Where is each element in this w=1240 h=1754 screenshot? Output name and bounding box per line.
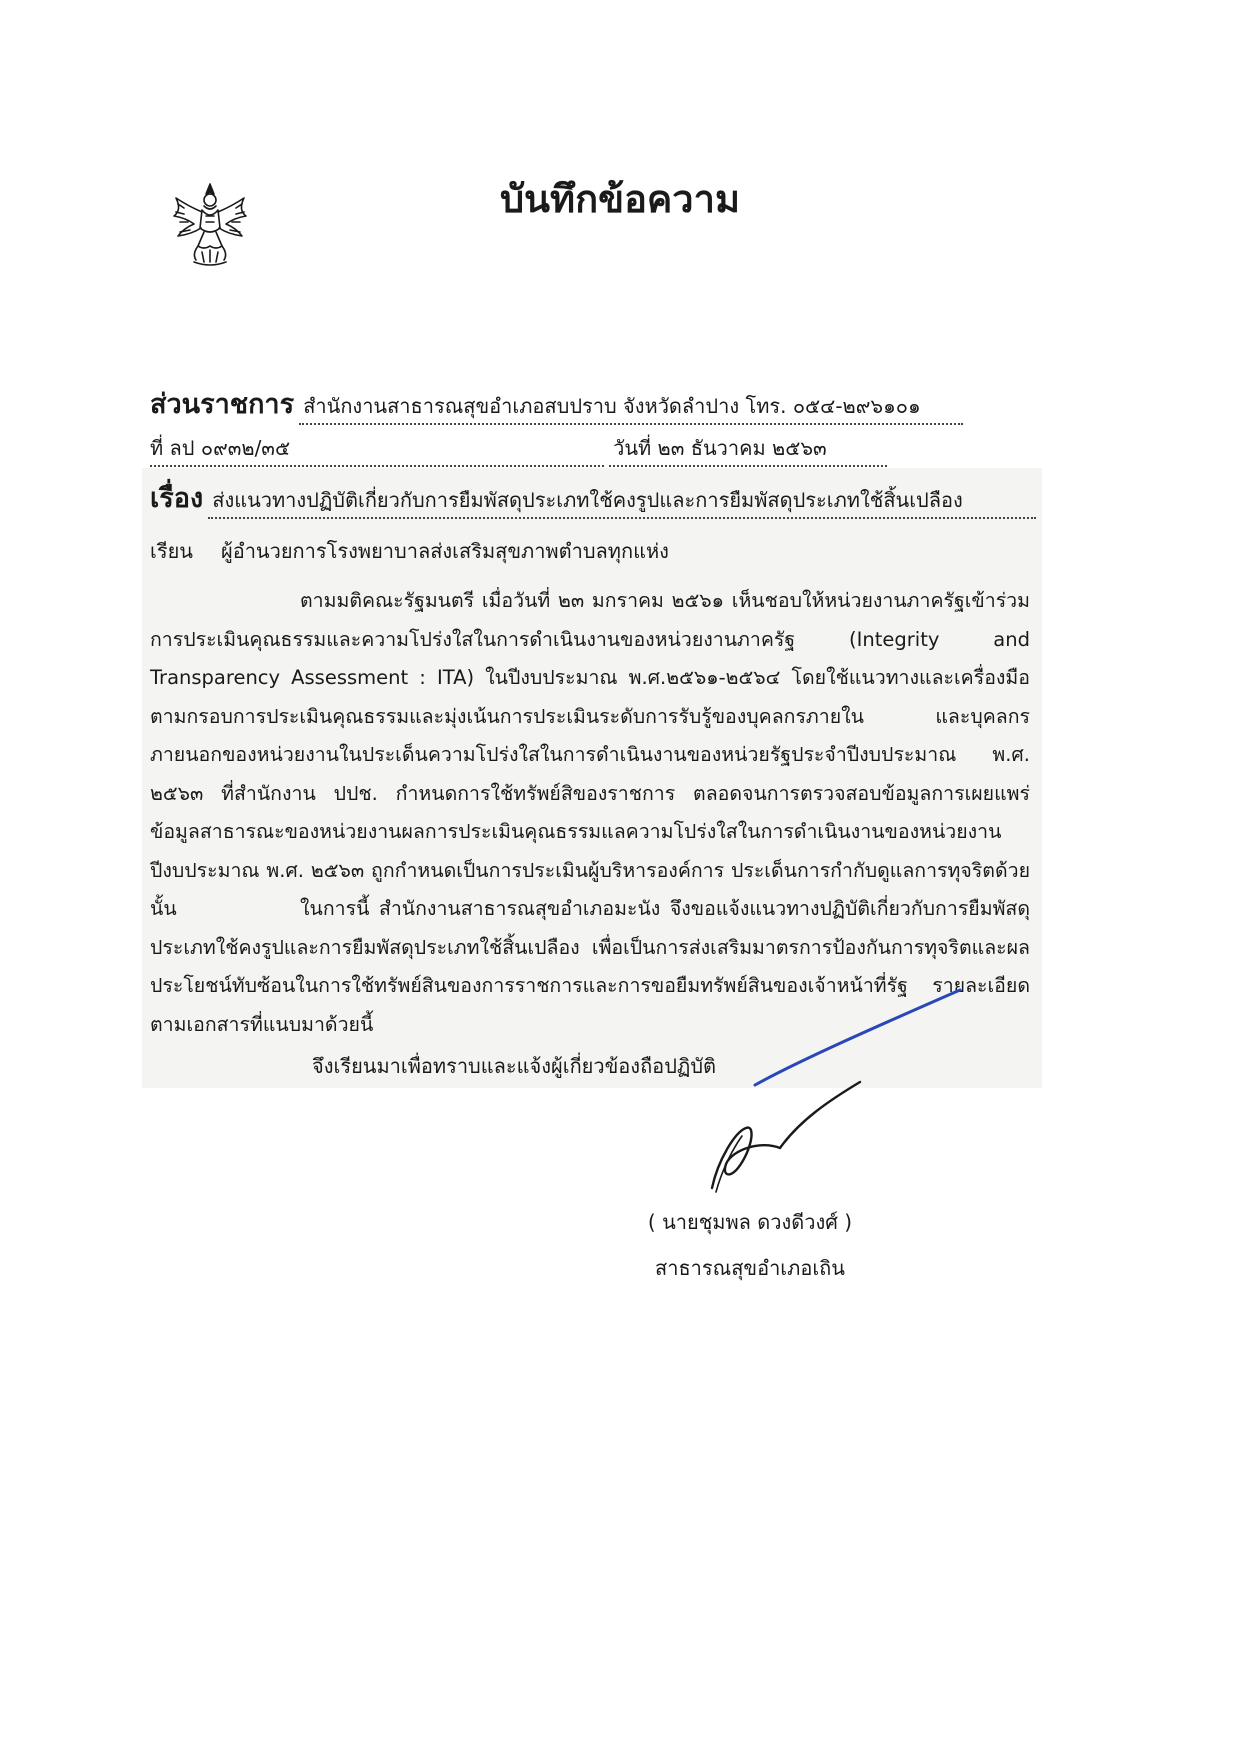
agency-row [150,382,963,425]
to-value: ผู้อำนวยการโรงพยาบาลส่งเสริมสุขภาพตำบลทุกแห่ง [220,539,669,563]
ref-date-row [150,432,887,467]
memo-title: บันทึกข้อความ [499,177,741,221]
ref-field [150,432,604,467]
date-field [609,432,887,467]
subject-label: เรื่อง [150,483,204,514]
signatory-name: ( นายชุมพล ดวงดีวงศ์ ) [647,1210,853,1234]
agency-label: ส่วนราชการ [150,389,295,420]
to-label: เรียน [150,539,193,563]
subject-value: ส่งแนวทางปฏิบัติเกี่ยวกับการยืมพัสดุประเภทใช้คงรูปและการยืมพัสดุประเภทใช้สิ้นเปลือง [208,484,1036,519]
body-paragraph-1: ตามมติคณะรัฐมนตรี เมื่อวันที่ ๒๓ มกราคม ๒๕๖๑ เห็นชอบให้หน่วยงานภาครัฐเข้าร่วมการประเมินคุณธรรมและความโปร่งใสในการดำเนินงานของหน่วยงานภาครัฐ (Integrity and Transparency Assessment : ITA) ในปีงบประมาณ พ.ศ.๒๕๖๑-๒๕๖๔ โดยใช้แนวทางและเครื่องมือตามกรอบการประเมินคุณธรรมและมุ่งเน้นการประเมินระดับการรับรู้ของบุคลกรภายใน และบุคลกรภายนอกของหน่วยงานในประเด็นความโปร่งใสในการดำเนินงานของหน่วยรัฐประจำปีงบประมาณ พ.ศ. ๒๕๖๓ ที่สำนักงาน ปปช. กำหนดการใช้ทรัพย์สิของราชการ ตลอดจนการตรวจสอบข้อมูลการเผยแพร่ข้อมูลสาธารณะของหน่วยงานผลการประเมินคุณธรรมแลความโปร่งใสในการดำเนินงานของหน่วยงาน ปีงบประมาณ พ.ศ. ๒๕๖๓ ถูกกำหนดเป็นการประเมินผู้บริหารองค์การ ประเด็นการกำกับดูแลการทุจริตด้วย นั้น [150,589,1030,920]
subject-row [150,476,1036,519]
ref-value: ลป ๐๙๓๒/๓๕ [169,436,291,460]
agency-value: สำนักงานสาธารณสุขอำเภอสบปราบ จังหวัดลำปาง โทร. ๐๕๔-๒๙๖๑๐๑ [299,390,963,425]
ref-label: ที่ [150,436,164,460]
body-paragraph-2: ในการนี้ สำนักงานสาธารณสุขอำเภอมะนัง จึงขอแจ้งแนวทางปฏิบัติเกี่ยวกับการยืมพัสดุประเภทใช้คงรูปและการยืมพัสดุประเภทใช้สิ้นเปลือง เพื่อเป็นการส่งเสริมมาตรการป้องกันการทุจริตและผลประโยชน์ทับซ้อนในการใช้ทรัพย์สินของการราชการและการขอยืมทรัพย์สินของเจ้าหน้าที่รัฐ รายละเอียดตามเอกสารที่แนบมาด้วยนี้ [150,897,1030,1036]
date-value: ๒๓ ธันวาคม ๒๕๖๓ [657,436,827,460]
closing-line: จึงเรียนมาเพื่อทราบและแจ้งผู้เกี่ยวข้องถือปฏิบัติ [312,1054,717,1078]
signatory-position: สาธารณสุขอำเภอเถิน [655,1256,845,1280]
date-label: วันที่ [613,436,652,460]
salutation [150,535,669,567]
